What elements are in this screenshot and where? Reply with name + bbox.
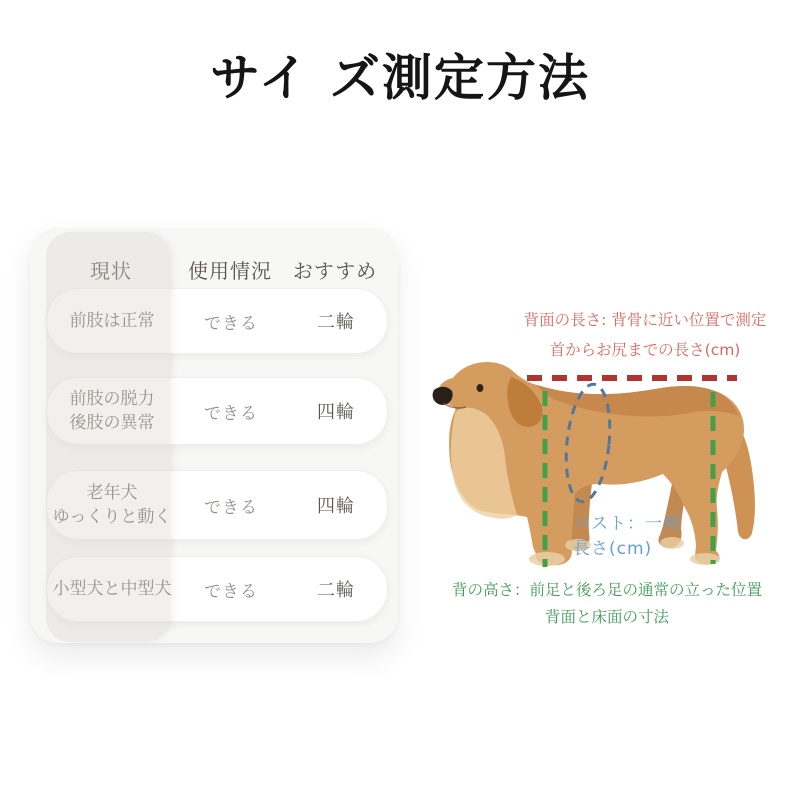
page-title: サイ ズ測定方法: [210, 49, 590, 107]
table-row: [46, 470, 388, 540]
back-length-annotation: 背面の長さ: 背骨に近い位置で測定 首からお尻までの長さ(cm): [523, 311, 767, 359]
header-usage-status: 使用情況: [188, 258, 272, 283]
condition-cell: 前肢の脱力 後肢の異常: [69, 389, 155, 433]
condition-table-panel: [30, 228, 398, 643]
table-row: [46, 556, 388, 622]
usage-cell: できる: [204, 313, 258, 334]
recommendation-cell: 四輪: [317, 496, 355, 517]
back-height-annotation: 背の高さ：前足と後ろ足の通常の立った位置 背面と床面の寸法: [451, 581, 762, 626]
usage-cell: できる: [204, 403, 258, 424]
condition-cell: 老年犬 ゆっくりと動く: [52, 483, 172, 527]
bust-annotation: バスト：一周 長さ(cm): [573, 514, 681, 559]
header-current-status: 現状: [90, 258, 132, 283]
header-recommendation: おすすめ: [292, 258, 378, 283]
usage-cell: できる: [204, 581, 258, 602]
dog-eye: [477, 384, 484, 392]
table-header-row: [46, 248, 386, 290]
condition-cell: 前肢は正常: [69, 311, 155, 331]
recommendation-cell: 四輪: [317, 402, 355, 423]
table-row: [46, 377, 388, 445]
table-row: [46, 288, 388, 354]
recommendation-cell: 二輪: [317, 580, 355, 601]
usage-cell: できる: [204, 497, 258, 518]
condition-cell: 小型犬と中型犬: [52, 579, 172, 599]
recommendation-cell: 二輪: [317, 312, 355, 333]
